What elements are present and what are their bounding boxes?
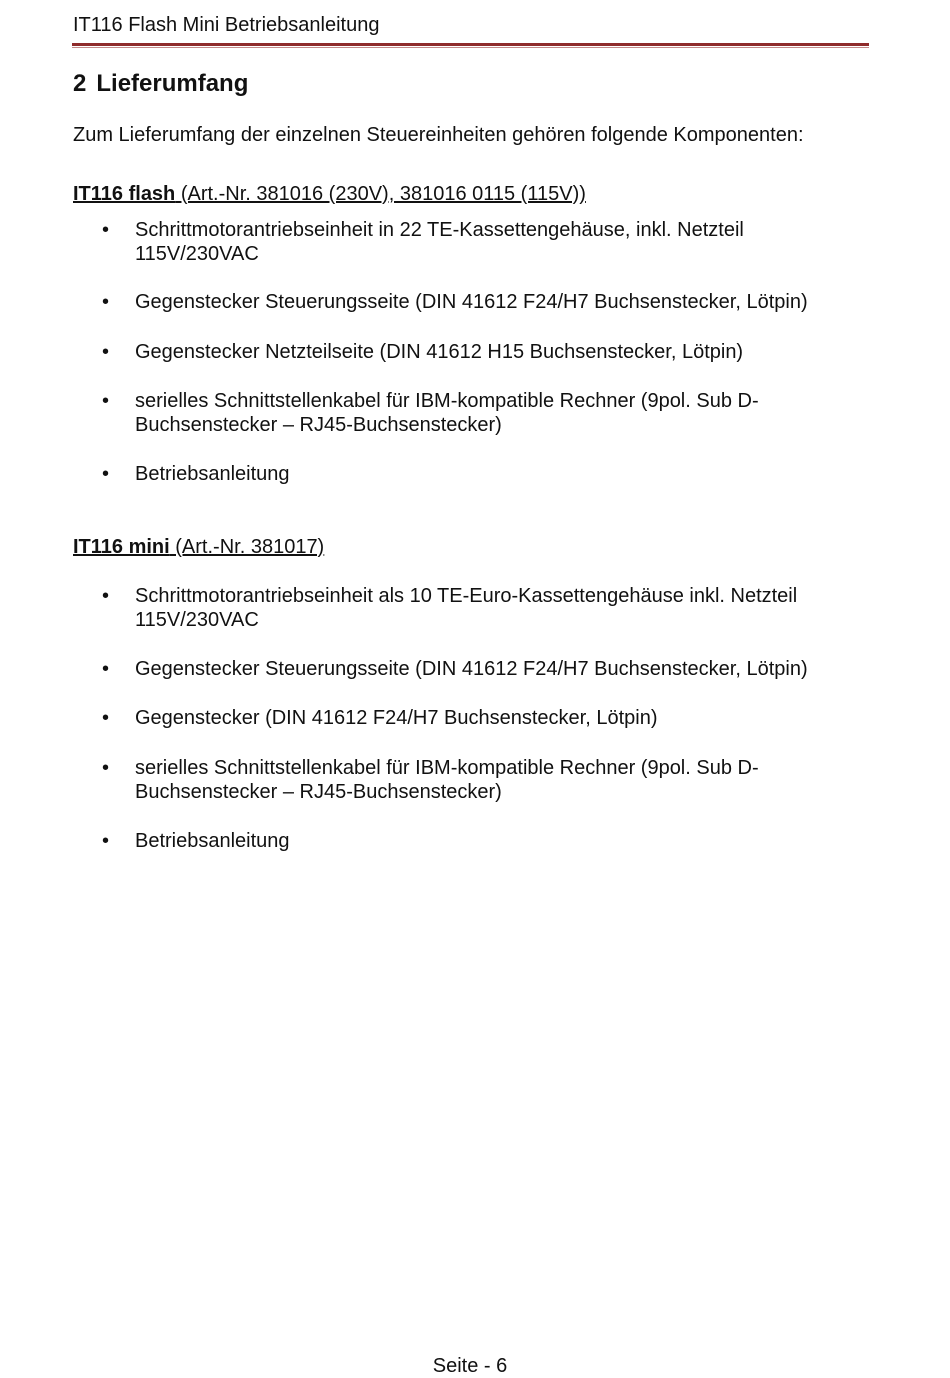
list-item-text: Gegenstecker Netzteilseite (DIN 41612 H15 Buchsenstecker, Lötpin)	[135, 341, 744, 363]
list-item-text: Schrittmotorantriebseinheit als 10 TE-Euro-Kassettengehäuse inkl. Netzteil 115V/230VAC	[135, 585, 798, 631]
bullet: •	[102, 463, 110, 485]
product-name: IT116 mini	[73, 536, 170, 558]
page-number: Seite - 6	[432, 1355, 508, 1377]
bullet: •	[102, 219, 110, 241]
bullet: •	[102, 707, 110, 729]
bullet: •	[102, 291, 110, 313]
list-item-text: Gegenstecker (DIN 41612 F24/H7 Buchsenstecker, Lötpin)	[135, 707, 658, 729]
list-item-text: Betriebsanleitung	[135, 463, 290, 485]
bullet: •	[102, 830, 110, 852]
product-article: (Art.-Nr. 381016 (230V), 381016 0115 (115V))	[175, 183, 586, 205]
list-item-text: serielles Schnittstellenkabel für IBM-kompatible Rechner (9pol. Sub D- Buchsenstecker – RJ45-Buchsenstecker)	[135, 757, 759, 803]
list-item-text: Gegenstecker Steuerungsseite (DIN 41612 F24/H7 Buchsenstecker, Lötpin)	[135, 658, 808, 680]
bullet: •	[102, 658, 110, 680]
bullet: •	[102, 390, 110, 412]
product-heading-flash	[73, 181, 586, 207]
product-article: (Art.-Nr. 381017)	[169, 536, 325, 558]
bullet: •	[102, 341, 110, 363]
bullet: •	[102, 585, 110, 607]
section-title: Lieferumfang	[96, 70, 249, 97]
intro-paragraph: Zum Lieferumfang der einzelnen Steuereinheiten gehören folgende Komponenten:	[73, 124, 804, 146]
section-heading	[73, 69, 248, 99]
product-name: IT116 flash	[73, 183, 176, 205]
list-item-text: Schrittmotorantriebseinheit in 22 TE-Kassettengehäuse, inkl. Netzteil 115V/230VAC	[135, 219, 744, 265]
product-heading-mini	[73, 534, 324, 560]
section-number: 2	[73, 70, 87, 97]
header-divider	[72, 43, 869, 46]
list-item-text: Gegenstecker Steuerungsseite (DIN 41612 F24/H7 Buchsenstecker, Lötpin)	[135, 291, 808, 313]
bullet: •	[102, 757, 110, 779]
list-item-text: serielles Schnittstellenkabel für IBM-kompatible Rechner (9pol. Sub D- Buchsenstecker – RJ45-Buchsenstecker)	[135, 390, 759, 436]
document-title: IT116 Flash Mini Betriebsanleitung	[73, 14, 380, 36]
header-divider-thin	[72, 47, 869, 48]
list-item-text: Betriebsanleitung	[135, 830, 290, 852]
